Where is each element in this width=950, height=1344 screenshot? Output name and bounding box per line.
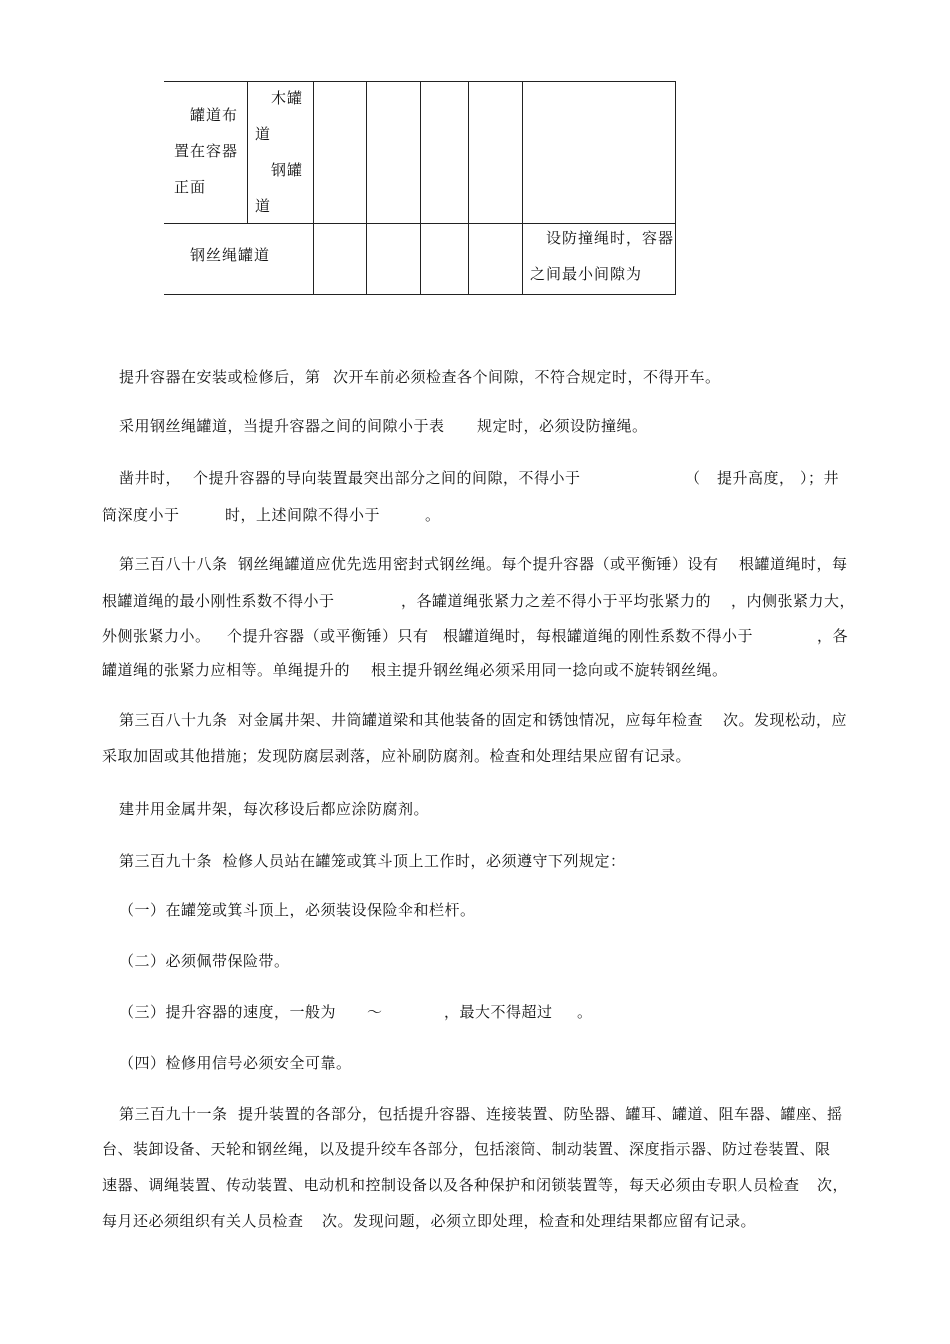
text-segment: 每月还必须组织有关人员检查 — [102, 1212, 304, 1230]
table-rule-col4 — [420, 81, 421, 294]
text-segment: ，各罐道绳张紧力之差不得小于平均张紧力的 — [401, 592, 712, 610]
text-segment: 速器、调绳装置、传动装置、电动机和控制设备以及各种保护和闭锁装置等，每天必须由专职人员检查 — [102, 1176, 800, 1194]
text-segment: 次。发现问题，必须立即处理，检查和处理结果都应留有记录。 — [322, 1212, 757, 1230]
text-line — [0, 1052, 950, 1078]
text-line — [0, 659, 950, 685]
text-line — [0, 745, 950, 771]
text-line — [0, 1103, 950, 1129]
text-segment: （四）检修用信号必须安全可靠。 — [119, 1054, 352, 1072]
requirements-table — [0, 0, 950, 300]
text-segment: 外侧张紧力小。 — [102, 627, 211, 645]
row1-label — [174, 97, 246, 205]
row1-label-line: 罐道布 — [190, 106, 239, 124]
text-segment: 次。发现松动，应 — [723, 711, 848, 729]
sub-label-line: 道 — [255, 125, 272, 143]
text-line — [0, 366, 950, 392]
text-segment: ，各 — [817, 627, 849, 645]
text-line — [0, 850, 950, 876]
sub-label-line: 钢罐 — [271, 161, 304, 179]
text-line — [0, 798, 950, 824]
text-segment: 次， — [817, 1176, 849, 1194]
table-rule-col6 — [522, 81, 523, 294]
text-segment: 建井用金属井架，每次移设后都应涂防腐剂。 — [119, 800, 430, 818]
text-line — [0, 590, 950, 616]
note-line: 之间最小间隙为 — [530, 265, 643, 283]
text-line — [0, 504, 950, 530]
text-segment: 筒深度小于 — [102, 506, 180, 524]
table-rule-bottom — [164, 294, 676, 295]
table-rule-col5 — [468, 81, 469, 294]
text-segment: 根罐道绳时，每 — [739, 555, 848, 573]
sub-label-line: 木罐 — [271, 89, 304, 107]
row2-label: 钢丝绳罐道 — [190, 246, 271, 264]
text-segment: （三）提升容器的速度，一般为 — [119, 1003, 337, 1021]
text-segment: 规定时，必须设防撞绳。 — [477, 417, 648, 435]
sub-label-line: 道 — [255, 197, 272, 215]
text-segment: 根主提升钢丝绳必须采用同一捻向或不旋转钢丝绳。 — [371, 661, 728, 679]
text-segment: ，内侧张紧力大， — [731, 592, 856, 610]
text-segment: 个提升容器的导向装置最突出部分之间的间隙，不得小于 — [193, 469, 581, 487]
table-rule-right — [675, 81, 676, 294]
note-line: 设防撞绳时，容器 — [546, 229, 675, 247]
text-segment: （一）在罐笼或箕斗顶上，必须装设保险伞和栏杆。 — [119, 901, 476, 919]
text-line — [0, 1174, 950, 1200]
text-line — [0, 709, 950, 735]
text-segment: 台、装卸设备、天轮和钢丝绳，以及提升绞车各部分，包括滚筒、制动装置、深度指示器、防过卷装置、限 — [102, 1140, 831, 1158]
text-segment: 根罐道绳时，每根罐道绳的刚性系数不得小于 — [443, 627, 754, 645]
row1-label-line: 置在容器 — [174, 142, 239, 160]
text-segment: 提升容器在安装或检修后，第 — [119, 368, 321, 386]
table-rule-col3 — [366, 81, 367, 294]
text-segment: 时，上述间隙不得小于 — [225, 506, 381, 524]
text-line — [0, 1001, 950, 1027]
row1-sublabels — [255, 80, 313, 224]
row2-note — [530, 220, 675, 292]
text-segment: ～ — [367, 1003, 383, 1021]
text-segment: 第三百八十八条 钢丝绳罐道应优先选用密封式钢丝绳。每个提升容器（或平衡锤）设有 — [119, 555, 719, 573]
table-rule-col2 — [313, 81, 314, 294]
text-line — [0, 467, 950, 493]
text-segment: 。 — [425, 506, 441, 524]
text-segment: ，最大不得超过 — [444, 1003, 553, 1021]
text-segment: ）；井 — [800, 469, 840, 487]
text-segment: 第三百八十九条 对金属井架、井筒罐道梁和其他装备的固定和锈蚀情况，应每年检查 — [119, 711, 704, 729]
row1-label-line: 正面 — [174, 178, 207, 196]
text-segment: 采取加固或其他措施；发现防腐层剥落，应补刷防腐剂。检查和处理结果应留有记录。 — [102, 747, 692, 765]
text-line — [0, 1138, 950, 1164]
text-segment: （ — [685, 469, 701, 487]
text-line — [0, 899, 950, 925]
text-line — [0, 415, 950, 441]
text-segment: 第三百九十条 检修人员站在罐笼或箕斗顶上工作时，必须遵守下列规定： — [119, 852, 626, 870]
text-line — [0, 1210, 950, 1236]
text-segment: 个提升容器（或平衡锤）只有 — [227, 627, 429, 645]
text-line — [0, 950, 950, 976]
text-segment: 根罐道绳的最小刚性系数不得小于 — [102, 592, 335, 610]
text-segment: 采用钢丝绳罐道，当提升容器之间的间隙小于表 — [119, 417, 445, 435]
text-line — [0, 625, 950, 651]
text-segment: 。 — [577, 1003, 593, 1021]
text-segment: （二）必须佩带保险带。 — [119, 952, 290, 970]
text-segment: 罐道绳的张紧力应相等。单绳提升的 — [102, 661, 351, 679]
text-segment: 提升高度， — [717, 469, 795, 487]
text-segment: 第三百九十一条 提升装置的各部分，包括提升容器、连接装置、防坠器、罐耳、罐道、阻车器、罐座、摇 — [119, 1105, 843, 1123]
text-segment: 凿井时， — [119, 469, 182, 487]
text-line — [0, 553, 950, 579]
text-segment: 次开车前必须检查各个间隙，不符合规定时，不得开车。 — [333, 368, 721, 386]
table-rule-col1 — [247, 81, 248, 223]
